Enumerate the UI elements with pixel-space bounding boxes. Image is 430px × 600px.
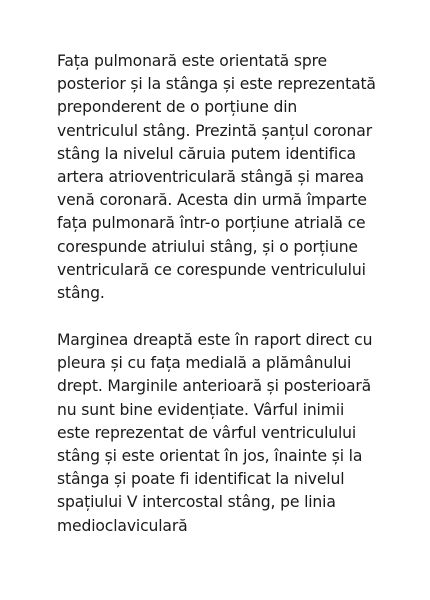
text-line: fața pulmonară într-o porțiune atrială ce	[57, 214, 366, 233]
text-line: stâng și este orientat în jos, înainte și la	[57, 447, 363, 466]
text-line: posterior și la stânga și este reprezentată	[57, 75, 376, 94]
text-line: artera atrioventriculară stângă și marea	[57, 168, 364, 187]
text-line: pleura și cu fața medială a plămânului	[57, 354, 352, 373]
paragraph-right-margin	[57, 329, 407, 538]
text-line: spațiului V intercostal stâng, pe linia	[57, 493, 336, 512]
text-line: corespunde atriului stâng, și o porțiune	[57, 237, 358, 256]
text-line: stânga și poate fi identificat la nivelul	[57, 470, 345, 489]
text-line: ventriculară ce corespunde ventriculului	[57, 260, 366, 279]
text-line: nu sunt bine evidențiate. Vârful inimii	[57, 400, 345, 419]
text-line: stâng.	[57, 284, 105, 303]
text-line: stâng la nivelul căruia putem identifica	[57, 144, 356, 163]
text-line: medioclaviculară	[57, 516, 188, 535]
text-line: drept. Marginile anterioară și posterioară	[57, 377, 372, 396]
paragraph-pulmonary-face	[57, 50, 407, 305]
text-line: ventriculul stâng. Prezintă șanțul coronar	[57, 121, 372, 140]
text-line: venă coronară. Acesta din urmă împarte	[57, 191, 367, 210]
text-line: este reprezentat de vârful ventriculului	[57, 423, 357, 442]
text-line: Fața pulmonară este orientată spre	[57, 52, 327, 70]
text-line: Marginea dreaptă este în raport direct cu	[57, 331, 373, 349]
text-line: preponderent de o porțiune din	[57, 98, 298, 117]
